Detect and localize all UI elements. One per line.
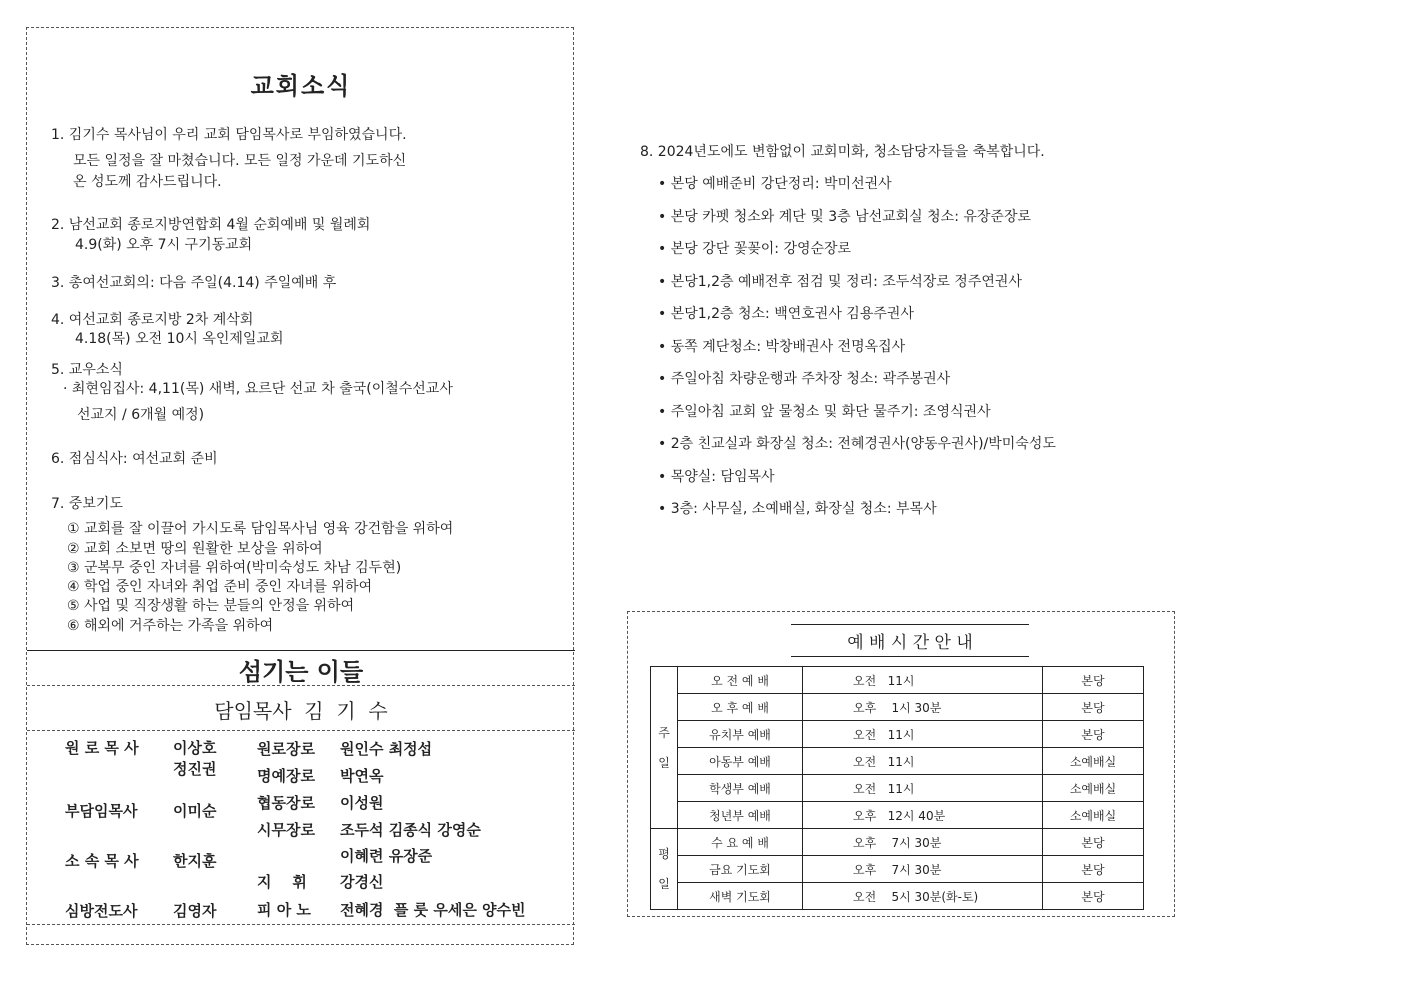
service-place: 본당 xyxy=(1043,721,1144,748)
table-row xyxy=(651,775,1144,802)
divider xyxy=(27,730,575,731)
news-item-5-line-2: · 최현임집사: 4,11(목) 새벽, 요르단 선교 차 출국(이철수선교사 xyxy=(63,381,453,397)
cleaning-heading: 8. 2024년도에도 변함없이 교회미화, 청소담당자들을 축복합니다. xyxy=(640,144,1045,160)
table-row xyxy=(651,883,1144,910)
cleaning-item: • 동쪽 계단청소: 박창배권사 전명옥집사 xyxy=(658,339,906,355)
names-active-elder: 조두석 김종식 강영순 xyxy=(340,821,481,839)
service-time: 오전 11시 xyxy=(803,775,1043,802)
service-time: 오후 1시 30분 xyxy=(803,694,1043,721)
role-piano: 피 아 노 xyxy=(257,901,311,919)
worship-title: 예 배 시 간 안 내 xyxy=(847,633,973,653)
service-name: 청년부 예배 xyxy=(678,802,803,829)
news-item-1-line-2: 모든 일정을 잘 마쳤습니다. 모든 일정 가운데 기도하신 xyxy=(73,153,407,169)
cleaning-item-text: 2층 친교실과 화장실 청소: 전혜경권사(양동우권사)/박미숙성도 xyxy=(670,436,1056,452)
news-item-6-line-1: 6. 점심식사: 여선교회 준비 xyxy=(51,451,218,467)
service-place: 본당 xyxy=(1043,829,1144,856)
cleaning-item: • 주일아침 차량운행과 주차장 청소: 곽주봉권사 xyxy=(658,371,951,387)
service-place: 본당 xyxy=(1043,667,1144,694)
cleaning-item-text: 본당 카펫 청소와 계단 및 3층 남선교회실 청소: 유장준장로 xyxy=(670,209,1031,225)
names-piano: 전혜경 플 룻 우세은 양수빈 xyxy=(340,901,526,919)
news-item-4-line-1: 4. 여선교회 종로지방 2차 계삭회 xyxy=(51,312,254,328)
role-emeritus-elder: 원로장로 xyxy=(257,740,315,758)
category-label: 평 일 xyxy=(658,847,670,891)
table-row xyxy=(651,802,1144,829)
cleaning-item-text: 본당1,2층 청소: 백연호권사 김용주권사 xyxy=(670,306,914,322)
table-row xyxy=(651,748,1144,775)
service-name: 학생부 예배 xyxy=(678,775,803,802)
prayer-item-2: ② 교회 소보면 땅의 원활한 보상을 위하여 xyxy=(67,541,323,557)
cleaning-item: • 본당 카펫 청소와 계단 및 3층 남선교회실 청소: 유장준장로 xyxy=(658,209,1031,225)
name-emeritus-pastor-2: 정진권 xyxy=(173,760,217,778)
table-row xyxy=(651,856,1144,883)
service-name: 수 요 예 배 xyxy=(678,829,803,856)
service-time: 오전 11시 xyxy=(803,748,1043,775)
service-time: 오전 11시 xyxy=(803,667,1043,694)
service-name: 금요 기도회 xyxy=(678,856,803,883)
news-item-5-line-1: 5. 교우소식 xyxy=(51,362,123,378)
cleaning-item: • 2층 친교실과 화장실 청소: 전혜경권사(양동우권사)/박미숙성도 xyxy=(658,436,1056,452)
worship-title-rule-top xyxy=(791,624,1029,625)
worship-table xyxy=(650,666,1144,910)
service-name: 새벽 기도회 xyxy=(678,883,803,910)
cleaning-item-text: 주일아침 교회 앞 물청소 및 화단 물주기: 조영식권사 xyxy=(670,404,991,420)
news-item-1-line-3: 온 성도께 감사드립니다. xyxy=(73,174,222,190)
news-item-1-line-1: 1. 김기수 목사님이 우리 교회 담임목사로 부임하였습니다. xyxy=(51,127,407,143)
prayer-item-3: ③ 군복무 중인 자녀를 위하여(박미숙성도 차남 김두현) xyxy=(67,560,402,576)
cleaning-item-text: 본당1,2층 예배전후 점검 및 정리: 조두석장로 정주연권사 xyxy=(670,274,1022,290)
role-emeritus-pastor: 원 로 목 사 xyxy=(65,739,139,757)
table-row xyxy=(651,829,1144,856)
category-label: 주 일 xyxy=(658,725,670,770)
name-emeritus-pastor-1: 이상호 xyxy=(173,739,217,757)
service-place: 본당 xyxy=(1043,856,1144,883)
divider xyxy=(27,650,575,651)
prayer-item-6: ⑥ 해외에 거주하는 가족을 위하여 xyxy=(67,618,274,634)
divider xyxy=(27,924,575,925)
role-associate-pastor: 부담임목사 xyxy=(65,802,138,820)
name-evangelist: 김영자 xyxy=(173,902,217,920)
names-honorary-elder: 박연옥 xyxy=(340,767,384,785)
news-item-2-line-2: 4.9(화) 오후 7시 구기동교회 xyxy=(75,237,253,253)
news-item-4-line-2: 4.18(목) 오전 10시 옥인제일교회 xyxy=(75,331,284,347)
cleaning-item: • 목양실: 담임목사 xyxy=(658,469,775,485)
cleaning-item-text: 본당 강단 꽃꽂이: 강영순장로 xyxy=(670,241,852,257)
news-item-3-line-1: 3. 총여선교회의: 다음 주일(4.14) 주일예배 후 xyxy=(51,275,337,291)
cleaning-item-text: 본당 예배준비 강단정리: 박미선권사 xyxy=(670,176,892,192)
service-time: 오후 12시 40분 xyxy=(803,802,1043,829)
cleaning-item: • 본당 강단 꽃꽂이: 강영순장로 xyxy=(658,241,852,257)
service-name: 아동부 예배 xyxy=(678,748,803,775)
service-time: 오전 5시 30분(화-토) xyxy=(803,883,1043,910)
names-active-elder-2: 이혜련 유장준 xyxy=(340,847,433,865)
cleaning-item-text: 주일아침 차량운행과 주차장 청소: 곽주봉권사 xyxy=(670,371,951,387)
service-place: 본당 xyxy=(1043,883,1144,910)
service-name: 유치부 예배 xyxy=(678,721,803,748)
service-time: 오후 7시 30분 xyxy=(803,829,1043,856)
table-row xyxy=(651,694,1144,721)
names-conductor: 강경신 xyxy=(340,873,384,891)
service-place: 소예배실 xyxy=(1043,748,1144,775)
prayer-item-1: ① 교회를 잘 이끌어 가시도록 담임목사님 영육 강건함을 위하여 xyxy=(67,521,454,537)
role-conductor: 지 휘 xyxy=(257,873,307,891)
left-panel xyxy=(26,27,574,945)
cleaning-item: • 본당1,2층 청소: 백연호권사 김용주권사 xyxy=(658,306,914,322)
service-place: 소예배실 xyxy=(1043,802,1144,829)
cleaning-item-text: 동쪽 계단청소: 박창배권사 전명옥집사 xyxy=(670,339,906,355)
service-place: 소예배실 xyxy=(1043,775,1144,802)
category-sunday xyxy=(651,667,678,829)
news-item-2-line-1: 2. 남선교회 종로지방연합회 4월 순회예배 및 월례회 xyxy=(51,217,371,233)
cleaning-item: • 본당 예배준비 강단정리: 박미선권사 xyxy=(658,176,892,192)
news-item-5-line-3: 선교지 / 6개월 예정) xyxy=(77,407,205,423)
divider xyxy=(27,685,575,686)
role-cooperating-elder: 협동장로 xyxy=(257,794,315,812)
service-time: 오후 7시 30분 xyxy=(803,856,1043,883)
role-honorary-elder: 명예장로 xyxy=(257,767,315,785)
cleaning-item: • 3층: 사무실, 소예배실, 화장실 청소: 부목사 xyxy=(658,501,937,517)
role-staff-pastor: 소 속 목 사 xyxy=(65,852,139,870)
service-name: 오 후 예 배 xyxy=(678,694,803,721)
senior-pastor: 담임목사 김 기 수 xyxy=(214,699,388,723)
service-place: 본당 xyxy=(1043,694,1144,721)
worship-title-rule-bottom xyxy=(791,656,1029,657)
news-item-7-line-1: 7. 중보기도 xyxy=(51,496,123,512)
names-cooperating-elder: 이성원 xyxy=(340,794,384,812)
prayer-item-4: ④ 학업 중인 자녀와 취업 준비 중인 자녀를 위하여 xyxy=(67,579,373,595)
category-weekday xyxy=(651,829,678,910)
cleaning-item: • 본당1,2층 예배전후 점검 및 정리: 조두석장로 정주연권사 xyxy=(658,274,1022,290)
service-time: 오전 11시 xyxy=(803,721,1043,748)
name-associate-pastor: 이미순 xyxy=(173,802,217,820)
cleaning-item: • 주일아침 교회 앞 물청소 및 화단 물주기: 조영식권사 xyxy=(658,404,991,420)
news-title: 교회소식 xyxy=(250,72,352,100)
prayer-item-5: ⑤ 사업 및 직장생활 하는 분들의 안정을 위하여 xyxy=(67,598,355,614)
role-evangelist: 심방전도사 xyxy=(65,902,138,920)
table-row xyxy=(651,721,1144,748)
servants-title: 섬기는 이들 xyxy=(238,658,364,686)
name-staff-pastor: 한지훈 xyxy=(173,852,217,870)
service-name: 오 전 예 배 xyxy=(678,667,803,694)
role-active-elder: 시무장로 xyxy=(257,821,315,839)
cleaning-item-text: 목양실: 담임목사 xyxy=(670,469,775,485)
table-row xyxy=(651,667,1144,694)
names-emeritus-elder: 원인수 최정섭 xyxy=(340,740,433,758)
cleaning-item-text: 3층: 사무실, 소예배실, 화장실 청소: 부목사 xyxy=(670,501,937,517)
